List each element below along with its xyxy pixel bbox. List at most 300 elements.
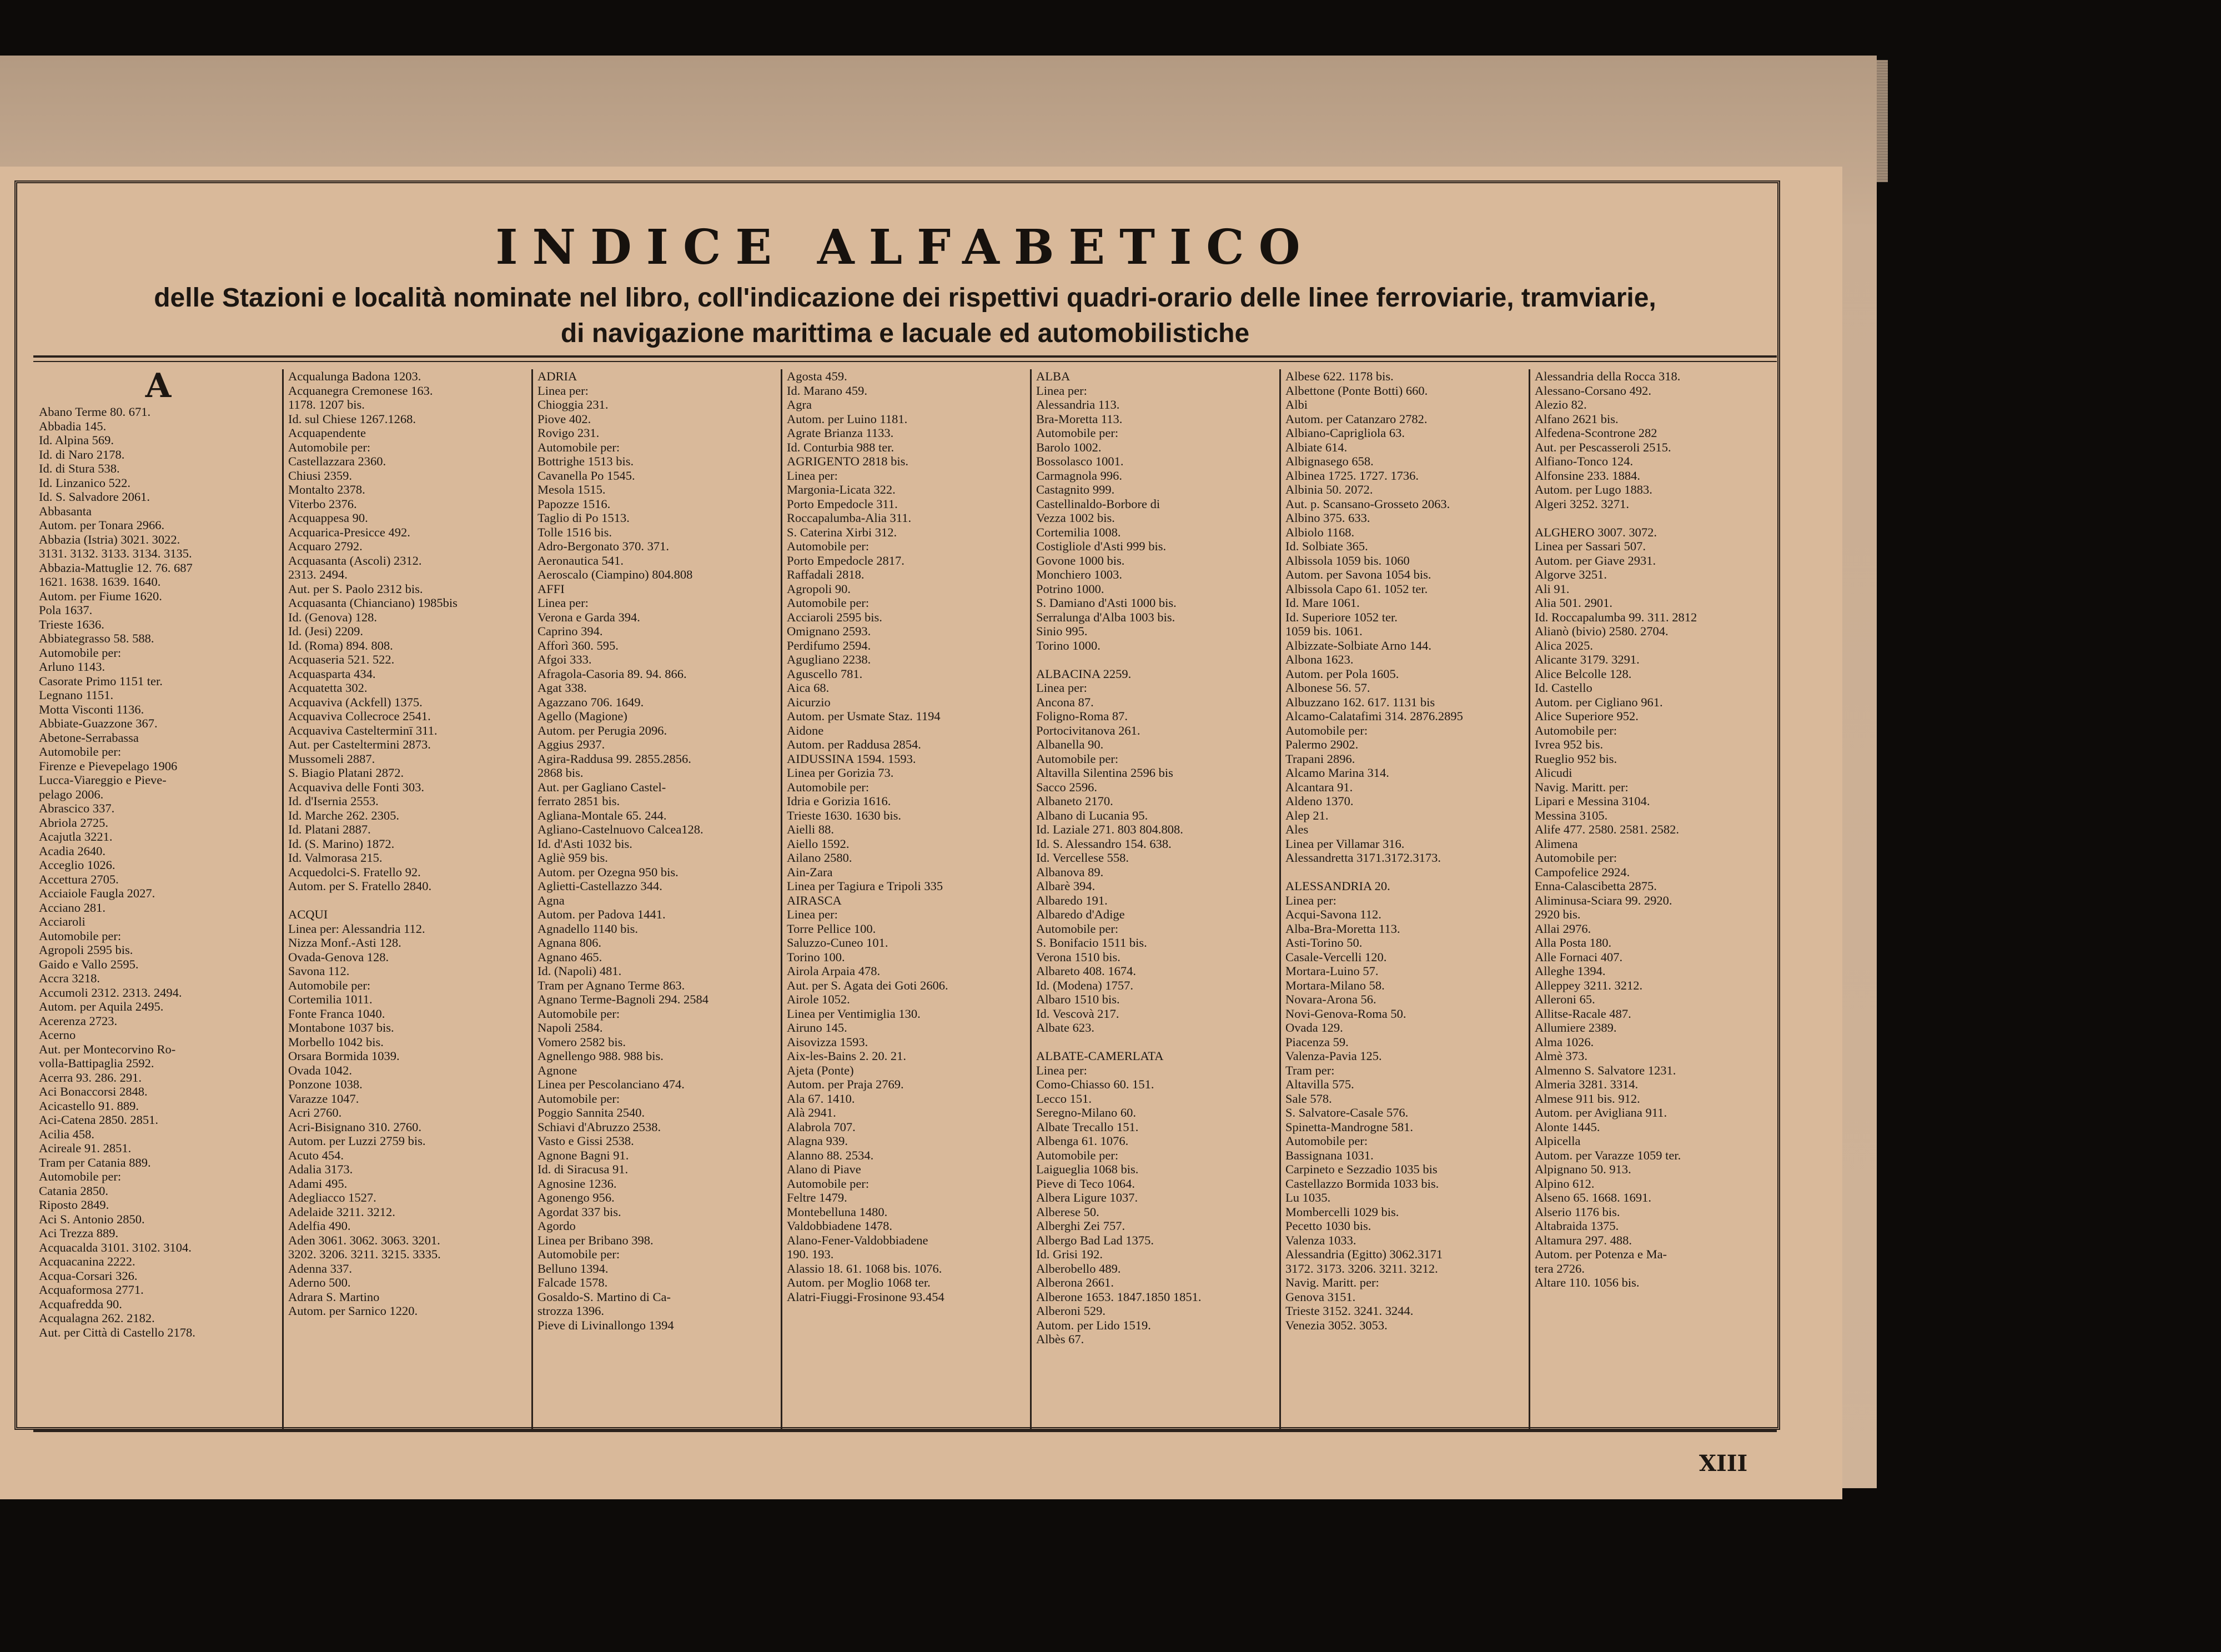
index-entry: Agat 338.: [537, 681, 587, 695]
index-entry: Agira-Raddusa 99. 2855.2856.: [537, 751, 691, 766]
index-entry: Carmagnola 996.: [1036, 468, 1122, 483]
index-entry: Sinio 995.: [1036, 624, 1088, 638]
index-entry: Autom. per S. Fratello 2840.: [288, 879, 432, 893]
index-entry: Automobile per:: [1535, 723, 1617, 737]
index-entry: Linea per:: [1036, 681, 1087, 695]
index-entry: Accumoli 2312. 2313. 2494.: [39, 985, 182, 1000]
index-entry: Novi-Genova-Roma 50.: [1285, 1006, 1406, 1021]
index-entry: Arluno 1143.: [39, 660, 105, 674]
index-entry: Id. Solbiate 365.: [1285, 539, 1368, 553]
index-entry: Serralunga d'Alba 1003 bis.: [1036, 610, 1175, 624]
index-entry: Id. Linzanico 522.: [39, 475, 130, 490]
index-entry: Acqualunga Badona 1203.: [288, 369, 421, 383]
index-entry: Trieste 1636.: [39, 617, 104, 631]
index-entry: Perdifumo 2594.: [787, 638, 871, 652]
index-entry: 190. 193.: [787, 1247, 834, 1261]
index-entry: Allitse-Racale 487.: [1535, 1006, 1631, 1021]
index-entry: Linea per Tagiura e Tripoli 335: [787, 879, 943, 893]
index-entry: Foligno-Roma 87.: [1036, 709, 1128, 723]
index-entry: Acireale 91. 2851.: [39, 1141, 132, 1155]
index-entry: Casorate Primo 1151 ter.: [39, 674, 163, 688]
index-entry: Autom. per Varazze 1059 ter.: [1535, 1148, 1681, 1162]
index-entry: [1036, 1035, 1275, 1050]
index-entry: Automobile per:: [39, 645, 122, 660]
index-entry: Alicante 3179. 3291.: [1535, 652, 1640, 666]
index-entry: Adegliacco 1527.: [288, 1191, 376, 1204]
index-entry: Aut. per Città di Castello 2178.: [39, 1325, 195, 1339]
section-letter: A: [145, 369, 172, 405]
index-entry: Agliana-Montale 65. 244.: [537, 808, 667, 822]
index-entry: Linea per:: [1285, 893, 1336, 907]
index-entry: Falcade 1578.: [537, 1276, 608, 1289]
index-entry: Belluno 1394.: [537, 1261, 609, 1276]
index-entry: Albera Ligure 1037.: [1036, 1191, 1138, 1204]
index-entry: Alle Fornaci 407.: [1535, 950, 1623, 964]
index-entry: Ain-Zara: [787, 865, 833, 879]
index-entry: Acajutla 3221.: [39, 830, 113, 843]
index-entry: Agnone: [537, 1063, 577, 1077]
index-entry: Acquaviva (Ackfell) 1375.: [288, 695, 423, 709]
index-entry: Id. Alpina 569.: [39, 433, 114, 447]
index-entry: Id. Superiore 1052 ter.: [1285, 610, 1398, 624]
index-entry: ALBACINA 2259.: [1036, 666, 1132, 681]
index-entry: Asti-Torino 50.: [1285, 936, 1363, 950]
index-entry: Abriola 2725.: [39, 815, 108, 830]
index-entry: Id. Vescovà 217.: [1036, 1006, 1119, 1021]
index-entry: Venezia 3052. 3053.: [1285, 1318, 1388, 1332]
index-entry: Aci Trezza 889.: [39, 1226, 119, 1240]
index-entry: Cortemilia 1011.: [288, 992, 373, 1006]
index-entry: Firenze e Pievepelago 1906: [39, 759, 178, 773]
index-entry: Ala 67. 1410.: [787, 1091, 855, 1106]
index-entry: Automobile per:: [1285, 1134, 1368, 1148]
index-entry: Rueglio 952 bis.: [1535, 751, 1617, 766]
index-entry: Aut. per S. Agata dei Goti 2606.: [787, 978, 948, 992]
index-entry: Aut. per Gagliano Castel-: [537, 780, 666, 794]
index-entry: Acciaroli 2595 bis.: [787, 610, 882, 624]
index-entry: Id. Marche 262. 2305.: [288, 808, 399, 822]
index-entry: Agropoli 90.: [787, 581, 851, 596]
index-entry: 3202. 3206. 3211. 3215. 3335.: [288, 1247, 441, 1261]
index-entry: Portocivitanova 261.: [1036, 723, 1140, 737]
index-entry: Albissola 1059 bis. 1060: [1285, 553, 1410, 568]
index-entry: Mussomeli 2887.: [288, 751, 375, 766]
index-entry: Albissola Capo 61. 1052 ter.: [1285, 581, 1428, 596]
index-entry: Automobile per:: [1036, 426, 1119, 440]
index-entry: Automobile per:: [288, 440, 371, 454]
index-entry: Albonese 56. 57.: [1285, 681, 1370, 695]
index-entry: Acquaseria 521. 522.: [288, 652, 395, 666]
index-entry: Albi: [1285, 398, 1308, 411]
index-entry: Albiate 614.: [1285, 440, 1348, 454]
index-entry: Linea per:: [787, 907, 838, 921]
index-columns: [34, 369, 1778, 1430]
index-entry: Aix-les-Bains 2. 20. 21.: [787, 1049, 906, 1063]
page-number: XIII: [1699, 1450, 1748, 1477]
index-entry: Almeria 3281. 3314.: [1535, 1077, 1639, 1091]
index-entry: Autom. per Luino 1181.: [787, 411, 908, 426]
index-entry: Acquacanina 2222.: [39, 1254, 135, 1268]
index-entry: 3131. 3132. 3133. 3134. 3135.: [39, 546, 192, 560]
index-entry: Id. S. Salvadore 2061.: [39, 490, 150, 504]
index-entry: Allai 2976.: [1535, 921, 1591, 936]
index-entry: Acerenza 2723.: [39, 1013, 118, 1028]
index-entry: Tram per Catania 889.: [39, 1155, 151, 1169]
index-entry: Automobile per:: [537, 440, 620, 454]
index-entry: S. Damiano d'Asti 1000 bis.: [1036, 596, 1177, 610]
index-entry: Albizzate-Solbiate Arno 144.: [1285, 638, 1432, 652]
index-entry: Autom. per Aquila 2495.: [39, 1000, 164, 1013]
index-column-4: [781, 369, 1030, 1430]
index-entry: Aut. p. Scansano-Grosseto 2063.: [1285, 496, 1450, 511]
index-entry: Abbasanta: [39, 504, 92, 518]
index-entry: Alfiano-Tonco 124.: [1535, 454, 1634, 468]
index-entry: Gosaldo-S. Martino di Ca-: [537, 1289, 671, 1304]
index-entry: Acqualagna 262. 2182.: [39, 1311, 155, 1325]
index-entry: Castagnito 999.: [1036, 483, 1115, 496]
index-entry: Acquappesa 90.: [288, 511, 368, 525]
index-entry: Aidone: [787, 723, 824, 737]
index-entry: Aielli 88.: [787, 822, 834, 836]
index-entry: Automobile per:: [537, 1247, 620, 1261]
index-entry: Alcantara 91.: [1285, 780, 1353, 794]
index-entry: Bra-Moretta 113.: [1036, 411, 1123, 426]
index-entry: Verona 1510 bis.: [1036, 950, 1120, 964]
index-entry: [288, 893, 527, 908]
index-entry: Albaneto 2170.: [1036, 794, 1113, 808]
index-entry: Lipari e Messina 3104.: [1535, 794, 1650, 808]
index-entry: Ailano 2580.: [787, 851, 852, 865]
index-entry: Id. di Siracusa 91.: [537, 1162, 629, 1176]
index-entry: AGRIGENTO 2818 bis.: [787, 454, 908, 468]
index-entry: Albuzzano 162. 617. 1131 bis: [1285, 695, 1435, 709]
index-entry: strozza 1396.: [537, 1304, 604, 1318]
index-entry: Abrascico 337.: [39, 801, 115, 815]
index-entry: Acquasanta (Ascoli) 2312.: [288, 553, 422, 568]
index-entry: Acri 2760.: [288, 1106, 342, 1119]
index-entry: Savona 112.: [288, 964, 350, 978]
index-entry: Casale-Vercelli 120.: [1285, 950, 1387, 964]
index-entry: Acquaro 2792.: [288, 539, 363, 553]
index-entry: Piove 402.: [537, 411, 591, 426]
subtitle-line-2: di navigazione marittima e lacuale ed automobilistiche: [560, 319, 1250, 348]
index-entry: Alice Belcolle 128.: [1535, 666, 1632, 681]
index-entry: volla-Battipaglia 2592.: [39, 1056, 154, 1070]
index-entry: Palermo 2902.: [1285, 737, 1359, 751]
index-entry: Mortara-Milano 58.: [1285, 978, 1385, 992]
index-entry: Airole 1052.: [787, 992, 850, 1006]
index-entry: Acqua-Corsari 326.: [39, 1268, 138, 1283]
index-entry: Alica 2025.: [1535, 638, 1593, 652]
index-entry: Automobile per:: [537, 1091, 620, 1106]
index-entry: Altamura 297. 488.: [1535, 1233, 1632, 1247]
index-entry: Navig. Maritt. per:: [1535, 780, 1629, 794]
index-entry: Castellazzara 2360.: [288, 454, 386, 468]
index-entry: Orsara Bormida 1039.: [288, 1049, 400, 1063]
index-entry: Acquaformosa 2771.: [39, 1283, 144, 1297]
index-entry: 3172. 3173. 3206. 3211. 3212.: [1285, 1261, 1438, 1276]
index-column-2: [282, 369, 531, 1430]
index-entry: Id. Castello: [1535, 681, 1592, 695]
index-entry: Alpignano 50. 913.: [1535, 1162, 1631, 1176]
index-column-1: [34, 369, 282, 1430]
index-entry: Aci-Catena 2850. 2851.: [39, 1113, 158, 1127]
index-entry: Albese 622. 1178 bis.: [1285, 369, 1394, 383]
index-entry: Id. Laziale 271. 803 804.808.: [1036, 822, 1183, 836]
index-entry: Linea per:: [1036, 383, 1087, 398]
index-entry: Motta Visconti 1136.: [39, 702, 144, 716]
index-entry: [1535, 511, 1773, 525]
index-entry: Tram per Agnano Terme 863.: [537, 978, 685, 992]
index-entry: Tram per:: [1285, 1063, 1335, 1077]
index-entry: Id. S. Alessandro 154. 638.: [1036, 836, 1172, 851]
index-entry: Alberona 2661.: [1036, 1276, 1114, 1289]
index-entry: Ivrea 952 bis.: [1535, 737, 1604, 751]
index-entry: Allumiere 2389.: [1535, 1021, 1617, 1035]
index-entry: Linea per Sassari 507.: [1535, 539, 1646, 553]
index-entry: Campofelice 2924.: [1535, 865, 1630, 879]
index-entry: Acciaroli: [39, 915, 86, 928]
divider-top: [33, 355, 1777, 358]
index-entry: Alano-Fener-Valdobbiadene: [787, 1233, 928, 1247]
index-entry: Id. Marano 459.: [787, 383, 867, 398]
index-entry: 1621. 1638. 1639. 1640.: [39, 575, 161, 589]
index-entry: Roccapalumba-Alia 311.: [787, 511, 912, 525]
index-entry: Aliminusa-Sciara 99. 2920.: [1535, 893, 1672, 907]
index-entry: Albiano-Caprigliola 63.: [1285, 426, 1405, 440]
index-entry: Valenza-Pavia 125.: [1285, 1049, 1382, 1063]
index-entry: Saluzzo-Cuneo 101.: [787, 936, 888, 950]
index-entry: Chiusi 2359.: [288, 468, 353, 483]
index-column-5: [1030, 369, 1279, 1430]
subtitle-line-1: delle Stazioni e località nominate nel libro, coll'indicazione dei rispettivi quadri-orario delle linee ferroviarie, tramviarie,: [154, 283, 1656, 313]
divider-top-thin: [33, 361, 1777, 362]
index-entry: S. Caterina Xirbi 312.: [787, 525, 897, 539]
index-entry: Agordo: [537, 1219, 576, 1233]
index-entry: Trapani 2896.: [1285, 751, 1355, 766]
index-entry: Pieve di Teco 1064.: [1036, 1176, 1135, 1191]
index-entry: Acciano 281.: [39, 900, 105, 915]
index-entry: Alessandretta 3171.3172.3173.: [1285, 851, 1441, 865]
index-entry: Riposto 2849.: [39, 1198, 109, 1212]
index-entry: Porto Empedocle 311.: [787, 496, 898, 511]
index-entry: Acicastello 91. 889.: [39, 1098, 139, 1113]
index-entry: Aiello 1592.: [787, 836, 850, 851]
index-entry: Automobile per:: [39, 928, 122, 943]
index-entry: Alanno 88. 2534.: [787, 1148, 874, 1162]
index-entry: Id. Roccapalumba 99. 311. 2812: [1535, 610, 1697, 624]
index-entry: pelago 2006.: [39, 787, 104, 801]
index-entry: Albès 67.: [1036, 1332, 1084, 1346]
index-entry: Almè 373.: [1535, 1049, 1587, 1063]
index-entry: Abbazia-Mattuglie 12. 76. 687: [39, 560, 193, 575]
index-entry: 2313. 2494.: [288, 568, 348, 581]
index-entry: Aisovizza 1593.: [787, 1035, 868, 1049]
index-entry: Aeronautica 541.: [537, 553, 624, 568]
index-entry: Aglietti-Castellazzo 344.: [537, 879, 662, 893]
index-entry: Acerra 93. 286. 291.: [39, 1070, 142, 1084]
index-entry: Linea per Villamar 316.: [1285, 836, 1405, 851]
index-entry: Altare 110. 1056 bis.: [1535, 1276, 1640, 1289]
index-entry: Afforì 360. 595.: [537, 638, 619, 652]
index-entry: Albinia 50. 2072.: [1285, 483, 1373, 496]
index-entry: Torino 1000.: [1036, 638, 1101, 652]
index-entry: S. Bonifacio 1511 bis.: [1036, 936, 1147, 950]
index-entry: Albettone (Ponte Botti) 660.: [1285, 383, 1428, 398]
index-entry: Pieve di Livinallongo 1394: [537, 1318, 674, 1332]
index-entry: Linea per: Alessandria 112.: [288, 921, 425, 936]
index-entry: 1178. 1207 bis.: [288, 398, 365, 411]
index-entry: Alla Posta 180.: [1535, 936, 1612, 950]
index-entry: Autom. per Catanzaro 2782.: [1285, 411, 1428, 426]
index-entry: Autom. per Lido 1519.: [1036, 1318, 1151, 1332]
index-entry: Id. di Naro 2178.: [39, 447, 125, 461]
index-entry: Idria e Gorizia 1616.: [787, 794, 891, 808]
index-entry: Aldeno 1370.: [1285, 794, 1354, 808]
index-entry: Catania 2850.: [39, 1183, 108, 1198]
index-entry: ALGHERO 3007. 3072.: [1535, 525, 1657, 539]
index-entry: Airuno 145.: [787, 1021, 847, 1035]
index-entry: Cavanella Po 1545.: [537, 468, 635, 483]
index-entry: Acquaviva Collecroce 2541.: [288, 709, 431, 723]
index-entry: Agordat 337 bis.: [537, 1204, 621, 1219]
index-entry: Abbiategrasso 58. 588.: [39, 631, 154, 645]
index-entry: Alcamo Marina 314.: [1285, 766, 1389, 780]
index-entry: Alba-Bra-Moretta 113.: [1285, 921, 1400, 936]
index-entry: Taglio di Po 1513.: [537, 511, 630, 525]
index-entry: Automobile per:: [1535, 851, 1617, 865]
index-entry: Automobile per:: [787, 1176, 870, 1191]
index-entry: Agliano-Castelnuovo Calcea128.: [537, 822, 704, 836]
index-entry: Alberone 1653. 1847.1850 1851.: [1036, 1289, 1202, 1304]
index-entry: Alfonsine 233. 1884.: [1535, 468, 1640, 483]
index-entry: Linea per Pescolanciano 474.: [537, 1077, 685, 1091]
index-entry: Linea per Bribano 398.: [537, 1233, 654, 1247]
index-entry: Genova 3151.: [1285, 1289, 1356, 1304]
index-entry: Legnano 1151.: [39, 688, 114, 702]
index-entry: AIDUSSINA 1594. 1593.: [787, 751, 916, 766]
index-entry: Automobile per:: [787, 539, 870, 553]
index-entry: Accettura 2705.: [39, 872, 119, 886]
index-entry: Alberoni 529.: [1036, 1304, 1106, 1318]
index-entry: Trieste 1630. 1630 bis.: [787, 808, 902, 822]
index-entry: Torre Pellice 100.: [787, 921, 876, 936]
index-entry: Omignano 2593.: [787, 624, 871, 638]
index-entry: Autom. per Ozegna 950 bis.: [537, 865, 679, 879]
index-column-6: [1279, 369, 1529, 1430]
index-entry: Acquanegra Cremonese 163.: [288, 383, 433, 398]
index-entry: Alep 21.: [1285, 808, 1329, 822]
index-entry: Acquasanta (Chianciano) 1985bis: [288, 596, 458, 610]
index-entry: Acerno: [39, 1028, 76, 1042]
index-entry: Lu 1035.: [1285, 1191, 1331, 1204]
index-entry: Lucca-Viareggio e Pieve-: [39, 773, 167, 787]
index-entry: Adami 495.: [288, 1176, 348, 1191]
index-entry: Morbello 1042 bis.: [288, 1035, 384, 1049]
index-entry: Rovigo 231.: [537, 426, 600, 440]
index-entry: Ajeta (Ponte): [787, 1063, 854, 1077]
index-entry: Agosta 459.: [787, 369, 847, 383]
index-entry: Altavilla 575.: [1285, 1077, 1354, 1091]
index-entry: ACQUI: [288, 907, 328, 921]
index-entry: Acquarica-Presicce 492.: [288, 525, 410, 539]
index-entry: Autom. per Lugo 1883.: [1535, 483, 1652, 496]
index-entry: Autom. per Padova 1441.: [537, 907, 666, 921]
index-entry: Alserio 1176 bis.: [1535, 1204, 1620, 1219]
index-entry: Acuto 454.: [288, 1148, 344, 1162]
index-entry: Alatri-Fiuggi-Frosinone 93.454: [787, 1289, 944, 1304]
index-entry: Albareto 408. 1674.: [1036, 964, 1136, 978]
index-entry: Automobile per:: [1036, 1148, 1119, 1162]
index-entry: Id. Conturbia 988 ter.: [787, 440, 895, 454]
index-entry: ALBA: [1036, 369, 1071, 383]
index-entry: Linea per Gorizia 73.: [787, 766, 894, 780]
index-entry: Alberghi Zei 757.: [1036, 1219, 1125, 1233]
index-entry: Agnone Bagni 91.: [537, 1148, 629, 1162]
index-entry: Autom. per Giave 2931.: [1535, 553, 1656, 568]
index-entry: Alessandria 113.: [1036, 398, 1120, 411]
index-entry: Viterbo 2376.: [288, 496, 357, 511]
index-entry: Vasto e Gissi 2538.: [537, 1134, 634, 1148]
index-entry: Id. di Stura 538.: [39, 461, 120, 475]
index-entry: Agello (Magione): [537, 709, 627, 723]
index-entry: Verona e Garda 394.: [537, 610, 640, 624]
index-entry: Mesola 1515.: [537, 483, 606, 496]
index-entry: Id. (Napoli) 481.: [537, 964, 622, 978]
index-entry: Govone 1000 bis.: [1036, 553, 1125, 568]
index-entry: Bottrighe 1513 bis.: [537, 454, 634, 468]
index-entry: Linea per Ventimiglia 130.: [787, 1006, 921, 1021]
index-entry: Alfano 2621 bis.: [1535, 411, 1619, 426]
index-column-3: [531, 369, 781, 1430]
index-entry: Albaredo 191.: [1036, 893, 1108, 907]
index-entry: Albignasego 658.: [1285, 454, 1374, 468]
index-entry: Alfedena-Scontrone 282: [1535, 426, 1657, 440]
index-entry: Id. Platani 2887.: [288, 822, 371, 836]
index-entry: Albaro 1510 bis.: [1036, 992, 1120, 1006]
index-entry: Adrara S. Martino: [288, 1289, 380, 1304]
index-entry: Ali 91.: [1535, 581, 1570, 596]
index-entry: Albarè 394.: [1036, 879, 1096, 893]
index-entry: 1059 bis. 1061.: [1285, 624, 1363, 638]
index-entry: Aeroscalo (Ciampino) 804.808: [537, 568, 693, 581]
index-entry: Aci S. Antonio 2850.: [39, 1212, 145, 1226]
index-entry: Fonte Franca 1040.: [288, 1006, 385, 1021]
index-entry: Aggius 2937.: [537, 737, 605, 751]
index-entry: Agropoli 2595 bis.: [39, 943, 133, 957]
index-entry: [1036, 652, 1275, 667]
index-entry: Alleghe 1394.: [1535, 964, 1606, 978]
index-entry: Spinetta-Mandrogne 581.: [1285, 1119, 1413, 1134]
index-entry: Agnadello 1140 bis.: [537, 921, 639, 936]
index-entry: Acquapendente: [288, 426, 366, 440]
index-entry: Alabrola 707.: [787, 1119, 856, 1134]
index-entry: Automobile per:: [787, 780, 870, 794]
index-entry: Id. (Jesi) 2209.: [288, 624, 363, 638]
index-entry: Aut. per Pescasseroli 2515.: [1535, 440, 1671, 454]
index-entry: Afragola-Casoria 89. 94. 866.: [537, 666, 687, 681]
index-column-7: [1529, 369, 1778, 1430]
index-entry: Feltre 1479.: [787, 1191, 847, 1204]
index-entry: Aderno 500.: [288, 1276, 351, 1289]
index-entry: Automobile per:: [787, 596, 870, 610]
index-entry: Vezza 1002 bis.: [1036, 511, 1115, 525]
index-entry: Linea per:: [537, 596, 589, 610]
index-entry: Autom. per Cigliano 961.: [1535, 695, 1663, 709]
index-entry: Enna-Calascibetta 2875.: [1535, 879, 1657, 893]
index-entry: Autom. per Avigliana 911.: [1535, 1106, 1667, 1119]
index-entry: Aden 3061. 3062. 3063. 3201.: [288, 1233, 440, 1247]
